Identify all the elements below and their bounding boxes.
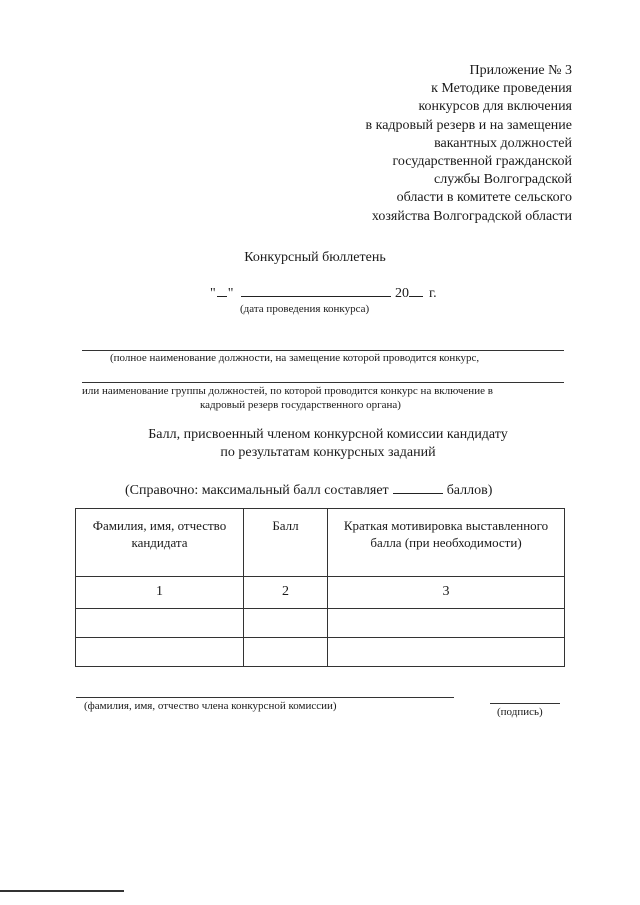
position-line: [82, 350, 564, 351]
month-blank: [241, 285, 391, 297]
appendix-line: в кадровый резерв и на замещение: [365, 117, 572, 133]
date-caption: (дата проведения конкурса): [240, 303, 370, 315]
appendix-line: хозяйства Волгоградской области: [371, 208, 572, 224]
member-name-line: [76, 697, 454, 698]
table-cell[interactable]: [328, 638, 565, 667]
header-score: Балл: [244, 509, 328, 577]
table-cell[interactable]: [244, 609, 328, 638]
year-suffix: г.: [428, 286, 437, 301]
day-blank: [217, 285, 227, 297]
appendix-line: Приложение № 3: [469, 63, 572, 78]
quote-close: ": [227, 286, 234, 301]
signature-line: [490, 703, 560, 704]
table-cell[interactable]: [76, 638, 244, 667]
table-row: [76, 638, 565, 667]
appendix-line: вакантных должностей: [434, 135, 572, 151]
year-blank: [409, 285, 423, 297]
table-number-row: [76, 577, 565, 609]
member-name-caption: (фамилия, имя, отчество члена конкурсной комиссии): [84, 700, 337, 712]
reference-suffix: баллов): [446, 483, 493, 498]
table-header-row: [76, 509, 565, 577]
position-caption-1: (полное наименование должности, на замещение которой проводится конкурс,: [110, 352, 480, 364]
column-number: 2: [244, 577, 328, 609]
table-row: [76, 609, 565, 638]
quote-open: ": [210, 286, 216, 301]
score-table: [75, 508, 565, 667]
column-number: 3: [328, 577, 565, 609]
table-cell[interactable]: [76, 609, 244, 638]
appendix-line: государственной гражданской: [392, 154, 572, 170]
heading-line-2: по результатам конкурсных заданий: [220, 445, 436, 460]
table-cell[interactable]: [244, 638, 328, 667]
reference-line: [125, 482, 492, 499]
appendix-line: службы Волгоградской: [434, 172, 572, 188]
appendix-line: к Методике проведения: [431, 81, 572, 97]
signature-caption: (подпись): [497, 706, 543, 718]
position-line: [82, 382, 564, 383]
date-line: [210, 285, 437, 302]
reference-prefix: (Справочно: максимальный балл составляет: [125, 483, 389, 498]
header-candidate-name: Фамилия, имя, отчество кандидата: [76, 509, 244, 577]
appendix-block: [272, 62, 572, 226]
appendix-line: области в комитете сельского: [396, 190, 572, 206]
appendix-line: конкурсов для включения: [418, 99, 572, 115]
max-score-blank: [393, 482, 443, 494]
position-caption-2: или наименование группы должностей, по которой проводится конкурс на включение в: [82, 385, 493, 397]
year-prefix: 20: [394, 286, 409, 301]
header-motivation: Краткая мотивировка выставленного балла (при необходимости): [328, 509, 565, 577]
document-title: Конкурсный бюллетень: [244, 250, 386, 265]
footnote-separator: [0, 890, 124, 892]
column-number: 1: [76, 577, 244, 609]
position-caption-3: кадровый резерв государственного органа): [200, 399, 401, 411]
table-cell[interactable]: [328, 609, 565, 638]
heading-line-1: Балл, присвоенный членом конкурсной комиссии кандидату: [148, 427, 508, 442]
